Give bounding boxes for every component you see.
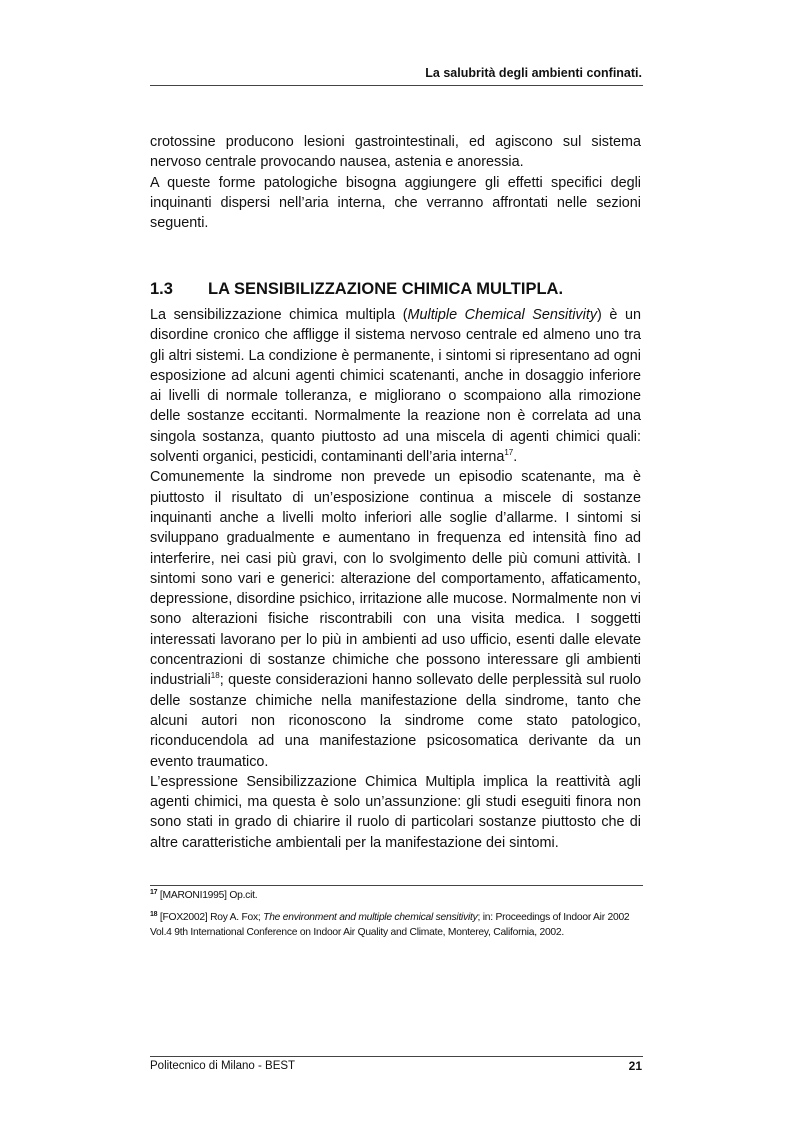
intro-text [150,132,641,233]
footnote-17 [150,888,645,903]
intro-paragraph-2: A queste forme patologiche bisogna aggiungere gli effetti specifici degli inquinanti dispersi nell’aria interna, che verranno affrontati nelle sezioni seguenti. [150,174,641,232]
body-paragraph-1: La sensibilizzazione chimica multipla (Multiple Chemical Sensitivity) è un disordine cronico che affligge il sistema nervoso centrale ed almeno uno tra gli altri sistemi. La condizione è permanente, i sintomi si ripresentano ad ogni esposizione ad alcuni agenti chimici scatenanti, anche in dosaggio inferiore ai livelli di normale tolleranza, e migliorano o scompaiono alla rimozione delle sostanze eccitanti. Normalmente la reazione non è correlata ad una singola sostanza, quanto piuttosto ad una miscela di agenti chimici quali: solventi organici, pesticidi, contaminanti dell’aria interna$^{17}$. [150,307,641,466]
page-number: 21 [628,1059,642,1073]
section-body [150,305,641,853]
section-heading [150,280,643,299]
footnote-ref-18[interactable]: 18 [210,671,220,681]
reference-title: The environment and multiple chemical sensitivity [263,912,478,923]
section-title: LA SENSIBILIZZAZIONE CHIMICA MULTIPLA. [208,280,564,298]
footnote-ref-17[interactable]: 17 [504,448,514,458]
body-paragraph-2: Comunemente la sindrome non prevede un episodio scatenante, ma è piuttosto il risultato di un’esposizione continua a miscele di sostanze inquinanti anche a livelli molto inferiori alle soglie d’allarme. I sintomi si sviluppano gradualmente e aumentano in frequenza ed intensità fino ad interferire, nei casi più gravi, con lo svolgimento delle più comuni attività. I sintomi sono vari e generici: alterazione del comportamento, affaticamento, depressione, disordine psichico, irritazione alle mucose. Normalmente non vi sono alterazioni fisiche riscontrabili con una visita medica. I soggetti interessati lavorano per lo più in ambienti ad uso ufficio, esenti dalle elevate concentrazioni di sostanze chimiche che possono interessare gli ambienti industriali$^{18}$; queste considerazioni hanno sollevato delle perplessità sul ruolo delle sostanze chimiche nella manifestazione della sindrome, tanto che alcuni autori non riconoscono la sindrome come stato patologico, riconducendola ad una manifestazione psicosomatica derivante da un evento traumatico. [150,469,641,770]
footnote-text: [MARONI1995] Op.cit. [157,890,258,901]
term-italic: Multiple Chemical Sensitivity [407,307,598,323]
header-rule [150,85,643,86]
section-number: 1.3 [150,280,173,298]
footer-institution: Politecnico di Milano - BEST [150,1060,296,1072]
intro-paragraph-1: crotossine producono lesioni gastrointestinali, ed agiscono sul sistema nervoso centrale provocando nausea, astenia e anoressia. [150,134,641,171]
footnote-18: $^{18}$ [FOX2002] Roy A. Fox; The environment and multiple chemical sensitivity; in: Proceedings of Indoor Air 2002 Vol.4 9th International Conference on Indoor Air Quality and Climate, Monterey, California, 2002. [150,911,630,938]
footnote-mark: 17 [150,889,158,896]
footer-rule [150,1056,643,1057]
body-paragraph-3: L’espressione Sensibilizzazione Chimica Multipla implica la reattività agli agenti chimici, ma questa è solo un’assunzione: gli studi eseguiti finora non sono stati in grado di chiarire il ruolo di particolari sostanze piuttosto che di altre caratteristiche ambientali per la manifestazione dei sintomi. [150,773,641,851]
footnote-mark: 18 [150,911,158,918]
footnote-rule [150,885,643,886]
running-header: La salubrità degli ambienti confinati. [425,66,642,80]
